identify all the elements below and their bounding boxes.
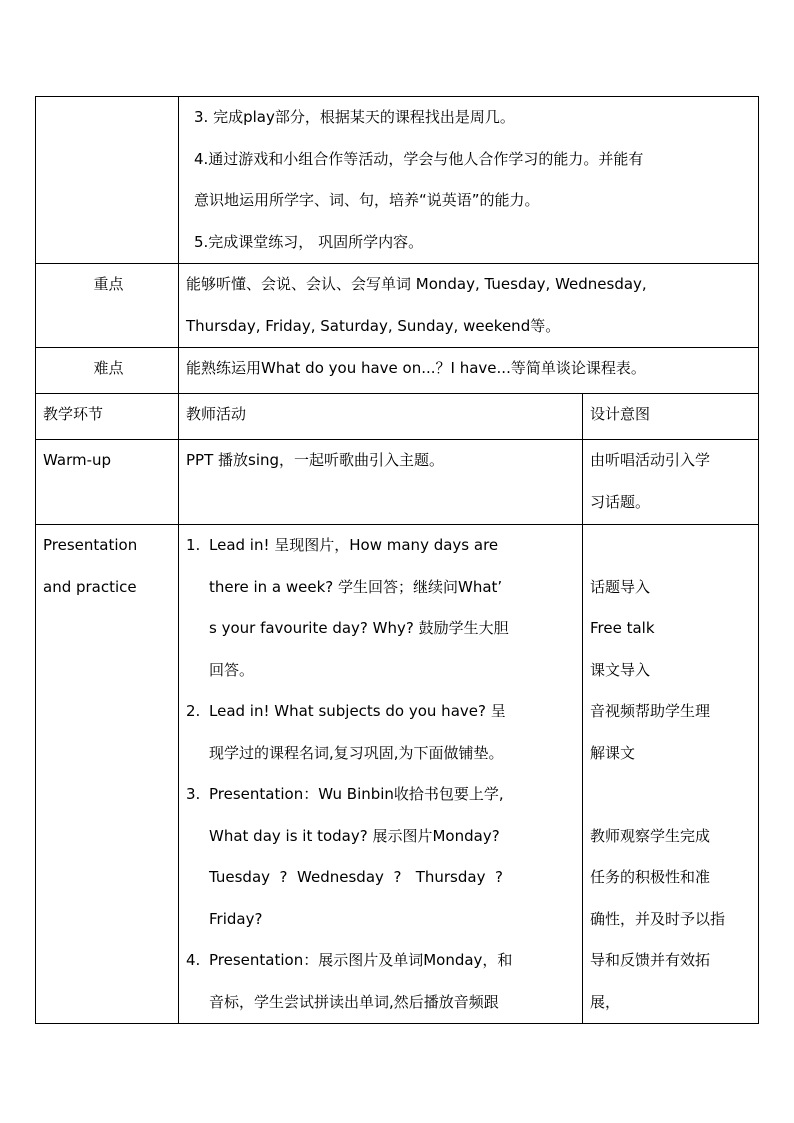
- key-points-row: [36, 264, 759, 348]
- intent-line: 解课文: [590, 743, 636, 762]
- difficulty-label: 难点: [36, 348, 179, 394]
- activity-item: 3. Presentation：Wu Binbin收拾书包要上学, What day is it today? 展示图片Monday? Tuesday ? Wednesday ? Thursday ? Friday?: [186, 785, 504, 928]
- intent-line: 习话题。: [590, 492, 651, 511]
- objective-item: 3. 完成play部分，根据某天的课程找出是周几。: [194, 108, 515, 126]
- activity-item: 4. Presentation：展示图片及单词Monday，和 音标，学生尝试拼读出单词,然后播放音频跟: [186, 951, 513, 1011]
- warmup-teacher: PPT 播放sing，一起听歌曲引入主题。: [179, 440, 583, 525]
- key-points-line: Thursday, Friday, Saturday, Sunday, weekend等。: [186, 316, 561, 335]
- intent-line: 确性，并及时予以指: [590, 909, 726, 928]
- objective-item: 意识地运用所学字、词、句，培养“说英语”的能力。: [194, 191, 540, 209]
- intent-line: 课文导入: [590, 660, 651, 679]
- header-row: [36, 394, 759, 440]
- key-points-label: 重点: [36, 264, 179, 348]
- intent-line: 音视频帮助学生理: [590, 702, 711, 720]
- intent-line: 任务的积极性和准: [590, 868, 711, 886]
- header-teacher: 教师活动: [179, 394, 583, 440]
- presentation-teacher: [179, 525, 583, 1024]
- intent-line: 教师观察学生完成: [590, 826, 711, 845]
- difficulty-text: 能熟练运用What do you have on...？I have...等简单谈论课程表。: [186, 359, 646, 377]
- difficulty-cell: [179, 348, 759, 394]
- activity-item: 1. Lead in! 呈现图片，How many days are there in a week? 学生回答；继续问What’ s your favourite day? Why? 鼓励学生大胆 回答。: [186, 536, 509, 679]
- activity-item: 2. Lead in! What subjects do you have? 呈 现学过的课程名词,复习巩固,为下面做铺垫。: [186, 702, 506, 762]
- warmup-row: [36, 440, 759, 525]
- intent-line: Free talk: [590, 619, 655, 637]
- presentation-stage: [36, 525, 179, 1024]
- intent-line: 展，: [590, 992, 621, 1011]
- intent-line: 由听唱活动引入学: [590, 451, 711, 469]
- difficulty-row: [36, 348, 759, 394]
- presentation-row: [36, 525, 759, 1024]
- objectives-label-cell: [36, 97, 179, 264]
- activity-list: [186, 525, 578, 1023]
- key-points-cell: [179, 264, 759, 348]
- intent-line: 话题导入: [590, 577, 651, 596]
- warmup-intent: [583, 440, 759, 525]
- objective-item: 5.完成课堂练习， 巩固所学内容。: [194, 232, 424, 251]
- header-stage: 教学环节: [36, 394, 179, 440]
- warmup-stage: Warm-up: [36, 440, 179, 525]
- lesson-plan-table: [35, 96, 759, 1024]
- objectives-cell: [179, 97, 759, 264]
- stage-line: Presentation: [43, 536, 138, 554]
- header-intent: 设计意图: [583, 394, 759, 440]
- key-points-line: 能够听懂、会说、会认、会写单词 Monday, Tuesday, Wednesday,: [186, 275, 647, 293]
- objective-item: 4.通过游戏和小组合作等活动，学会与他人合作学习的能力。并能有: [194, 149, 644, 168]
- presentation-intent: [583, 525, 759, 1024]
- intent-line: 导和反馈并有效拓: [590, 951, 711, 969]
- stage-line: and practice: [43, 577, 137, 596]
- objectives-row: [36, 97, 759, 264]
